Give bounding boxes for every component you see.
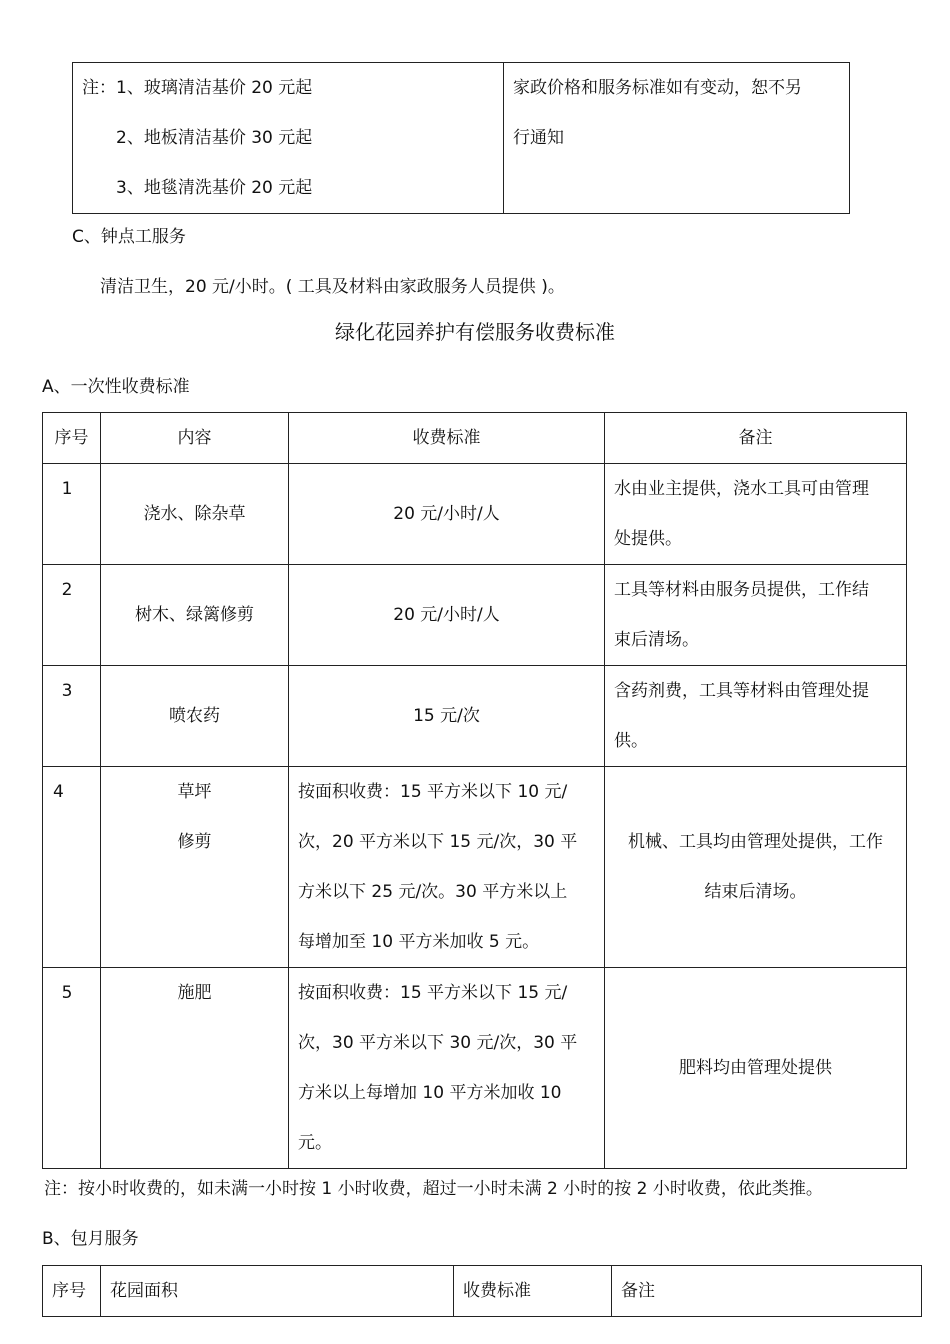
note-right-cell — [504, 63, 850, 214]
fee-line: 元。 — [298, 1133, 332, 1153]
section-c-body: 清洁卫生，20 元/小时。( 工具及材料由家政服务人员提供 )。 — [100, 277, 565, 297]
row-fee — [289, 968, 605, 1169]
note-line: 供。 — [614, 731, 648, 751]
table-header-row — [43, 1266, 922, 1317]
row-content: 浇水、除杂草 — [101, 464, 289, 565]
row-fee: 15 元/次 — [289, 666, 605, 767]
table-row — [43, 968, 907, 1169]
row-content: 施肥 — [101, 968, 289, 1169]
content-line: 修剪 — [177, 832, 212, 852]
row-content: 喷农药 — [101, 666, 289, 767]
note-line: 水由业主提供，浇水工具可由管理 — [614, 479, 869, 499]
header-content: 内容 — [101, 413, 289, 464]
row-content: 树木、绿篱修剪 — [101, 565, 289, 666]
row-content — [101, 767, 289, 968]
header-note: 备注 — [612, 1266, 922, 1317]
row-note: 肥料均由管理处提供 — [605, 968, 907, 1169]
monthly-service-table — [42, 1265, 922, 1317]
header-no: 序号 — [43, 413, 101, 464]
header-fee: 收费标准 — [289, 413, 605, 464]
header-fee: 收费标准 — [454, 1266, 612, 1317]
fee-line: 每增加至 10 平方米加收 5 元。 — [298, 932, 540, 952]
note-line: 含药剂费，工具等材料由管理处提 — [614, 681, 869, 701]
note-line: 2、地板清洁基价 30 元起 — [116, 128, 313, 148]
note-line: 束后清场。 — [614, 630, 699, 650]
page-title: 绿化花园养护有偿服务收费标准 — [335, 320, 615, 344]
table-row — [43, 464, 907, 565]
row-number: 3 — [43, 666, 101, 767]
content-line: 草坪 — [177, 782, 212, 802]
note-line: 机械、工具均由管理处提供，工作 — [628, 832, 883, 852]
row-fee — [289, 767, 605, 968]
note-line: 家政价格和服务标准如有变动，恕不另 — [513, 78, 802, 98]
note-line: 行通知 — [513, 128, 564, 148]
row-number: 5 — [43, 968, 101, 1169]
row-number: 1 — [43, 464, 101, 565]
table-row — [43, 666, 907, 767]
table-row — [43, 565, 907, 666]
note-line: 结束后清场。 — [704, 882, 807, 902]
row-note — [605, 666, 907, 767]
row-note — [605, 767, 907, 968]
table-header-row — [43, 413, 907, 464]
header-no: 序号 — [43, 1266, 101, 1317]
fee-line: 按面积收费：15 平方米以下 10 元/ — [298, 782, 568, 802]
note-line: 处提供。 — [614, 529, 682, 549]
table-row — [43, 767, 907, 968]
note-line: 注：1、玻璃清洁基价 20 元起 — [82, 78, 313, 98]
section-a-heading: A、一次性收费标准 — [42, 377, 190, 397]
header-area: 花园面积 — [101, 1266, 454, 1317]
row-note — [605, 464, 907, 565]
fee-line: 方米以下 25 元/次。30 平方米以上 — [298, 882, 568, 902]
fee-line: 按面积收费：15 平方米以下 15 元/ — [298, 983, 568, 1003]
fee-line: 次，30 平方米以下 30 元/次，30 平 — [298, 1033, 578, 1053]
fee-line: 次，20 平方米以下 15 元/次，30 平 — [298, 832, 578, 852]
price-note-table — [72, 62, 850, 214]
section-c-heading: C、钟点工服务 — [72, 227, 186, 247]
row-note — [605, 565, 907, 666]
row-number: 4 — [43, 767, 101, 968]
section-a-footnote: 注：按小时收费的，如未满一小时按 1 小时收费，超过一小时未满 2 小时的按 2 小时收费，依此类推。 — [44, 1179, 823, 1199]
section-b-heading: B、包月服务 — [42, 1229, 139, 1249]
row-fee: 20 元/小时/人 — [289, 464, 605, 565]
fee-table — [42, 412, 907, 1169]
row-fee: 20 元/小时/人 — [289, 565, 605, 666]
note-left-cell — [73, 63, 504, 214]
header-note: 备注 — [605, 413, 907, 464]
note-line: 工具等材料由服务员提供，工作结 — [614, 580, 869, 600]
note-line: 3、地毯清洗基价 20 元起 — [116, 178, 313, 198]
fee-line: 方米以上每增加 10 平方米加收 10 — [298, 1083, 562, 1103]
row-number: 2 — [43, 565, 101, 666]
